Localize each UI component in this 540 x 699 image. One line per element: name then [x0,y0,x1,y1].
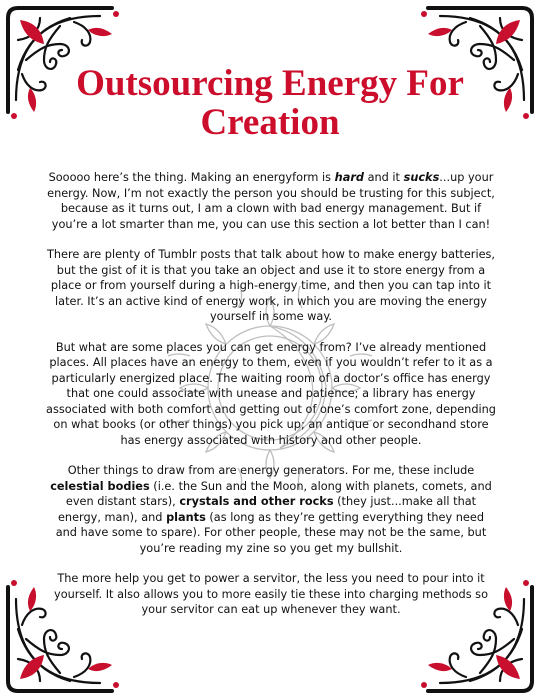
emphasis-sucks: sucks [403,171,440,184]
page-title [0,64,540,142]
emphasis-crystals: crystals and other rocks [179,495,334,508]
title-line-1: Outsourcing Energy For [76,63,464,104]
paragraph-4 [46,463,496,556]
paragraph-4-text-c: (i.e. the Sun and the Moon, along with planets, comets, and even distant stars), [65,479,492,508]
paragraph-4-text-g: (as long as they’re getting everything they need and have some to spare). For other people, these may not be the same, but you’re reading my zine so you get my bullshit. [55,510,487,555]
paragraph-3: But what are some places you can get energy from? I’ve already mentioned places. All places have an energy to them, even if you wouldn’t refer to it as a particularly energized place. The waiting room of a doctor’s office has energy that one could associate with unease and patience; a library has energy associated with both comfort and getting out of one’s comfort zone, depending on what books (or other things) you pick up; an antique or secondhand store has energy associated with history and other people. [46,340,496,447]
emphasis-hard: hard [334,171,364,184]
paragraph-5: The more help you get to power a servitor, the less you need to pour into it yourself. It also allows you to more easily tie these into charging methods so your servitor can eat up whenever they want. [54,572,488,616]
body-text [46,170,496,633]
paragraph-4-text-a: Other things to draw from are energy generators. For me, these include [67,464,475,477]
emphasis-celestial-bodies: celestial bodies [50,479,150,493]
paragraph-1-text-e: ...up your energy. Now, I’m not exactly the person you should be trusting for this subject, because as it turns out, I am a clown with bad energy management. But if you’re a lot smarter than me, you can use this section a lot better than I can! [47,171,495,231]
paragraph-1-text-c: and it [363,171,404,184]
emphasis-plants: plants [166,510,206,524]
paragraph-2: There are plenty of Tumblr posts that talk about how to make energy batteries, but the gist of it is that you take an object and use it to store energy from a place or from yourself during a high-energy time, and then you can tap into it later. It’s an active kind of energy work, in which you are moving the energy yourself in some way. [46,248,496,323]
title-line-2: Creation [200,102,340,143]
paragraph-4-text-e: (they just...make all that energy, man), and [57,495,477,524]
paragraph-1 [46,170,496,232]
paragraph-1-text-a: Sooooo here’s the thing. Making an energyform is [48,171,335,184]
